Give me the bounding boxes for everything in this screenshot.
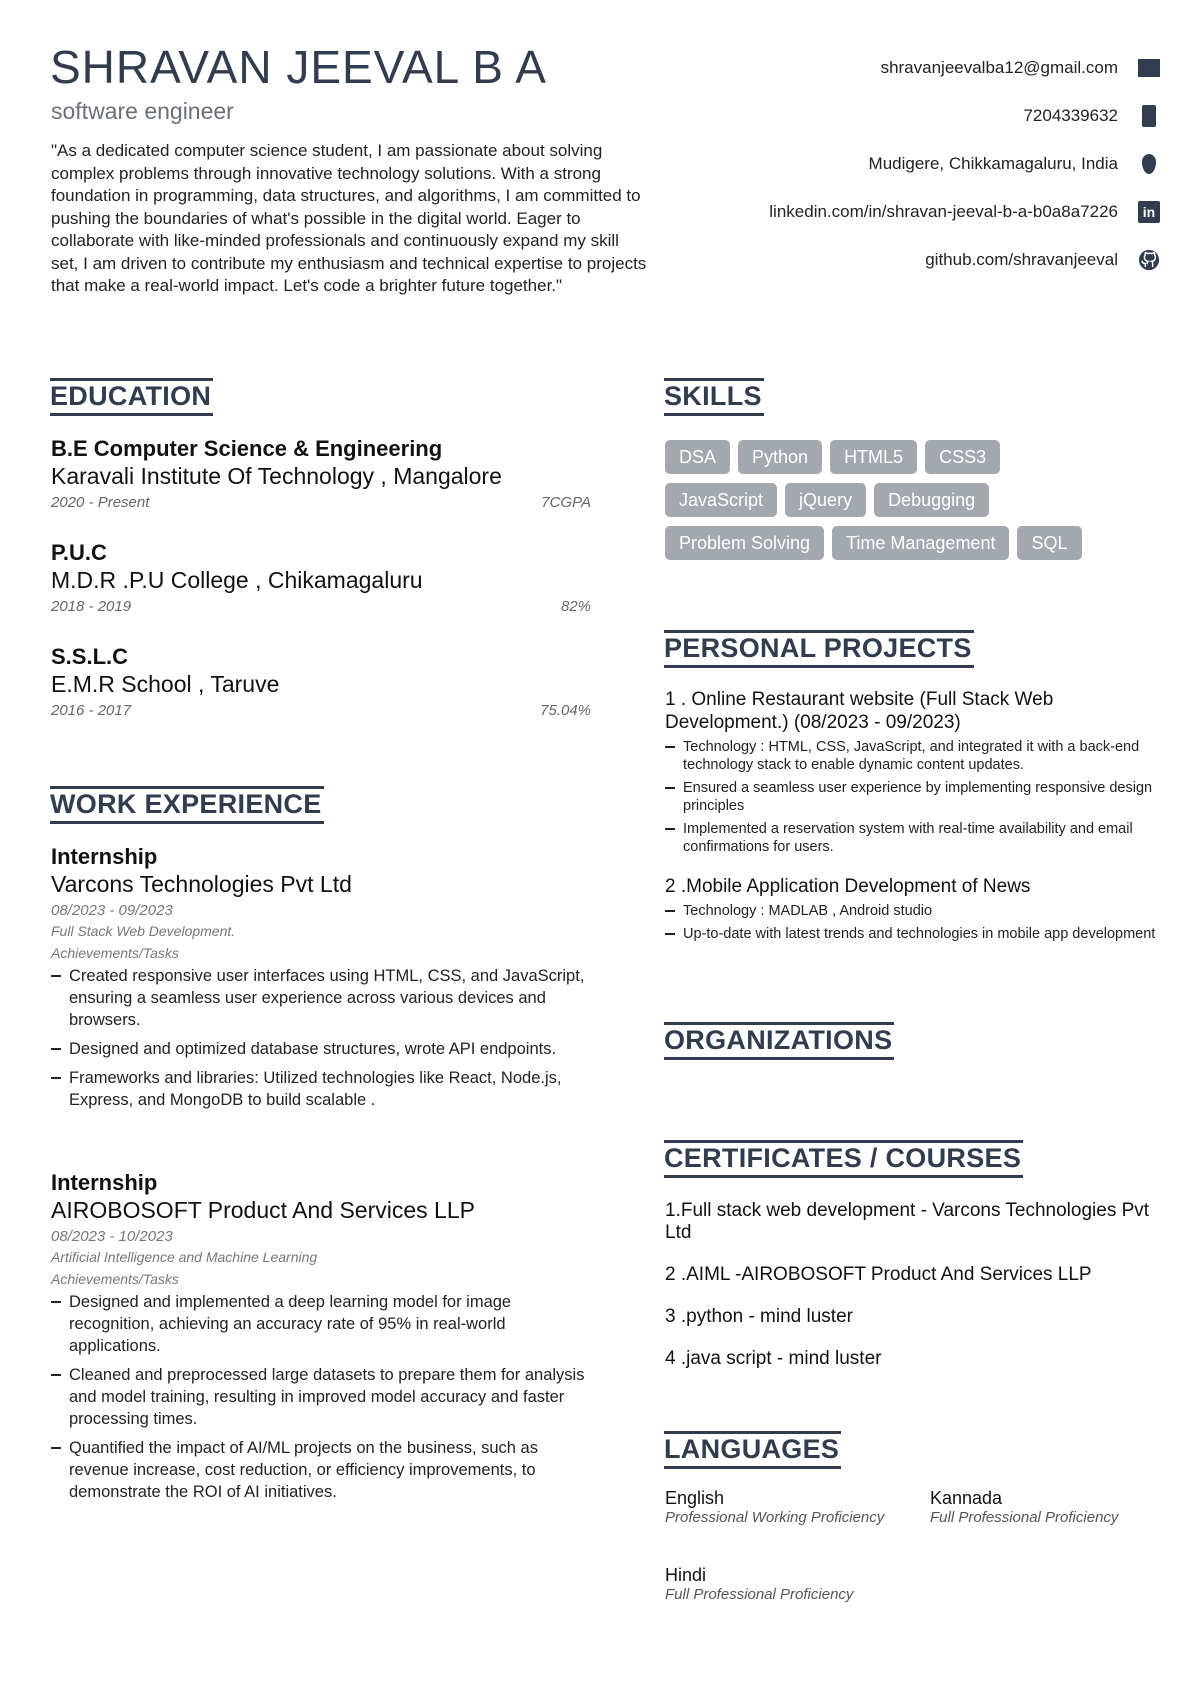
job-title: Internship xyxy=(51,1170,158,1195)
project-bullets xyxy=(665,902,1165,943)
list-item: Ensured a seamless user experience by implementing responsive design principles xyxy=(665,779,1165,815)
edu-score: 82% xyxy=(560,598,591,615)
work-heading: WORK EXPERIENCE xyxy=(50,786,324,824)
contact-phone[interactable] xyxy=(640,92,1160,140)
achievement-list xyxy=(51,965,596,1111)
email-icon xyxy=(1138,57,1160,79)
project-entry xyxy=(665,688,1165,861)
skill-tag: SQL xyxy=(1017,526,1081,560)
phone-icon xyxy=(1138,105,1160,127)
skill-tag: Debugging xyxy=(874,483,989,517)
achievement-list xyxy=(51,1291,596,1503)
edu-school: E.M.R School , Taruve xyxy=(51,671,280,697)
list-item: Technology : MADLAB , Android studio xyxy=(665,902,1165,920)
education-item xyxy=(51,540,591,615)
contact-email[interactable] xyxy=(640,44,1160,92)
edu-meta xyxy=(51,702,591,719)
language-name: Hindi xyxy=(665,1565,707,1585)
skill-tag: CSS3 xyxy=(925,440,1000,474)
location-pin-icon xyxy=(1138,153,1160,175)
certificates-heading: CERTIFICATES / COURSES xyxy=(664,1140,1023,1178)
contact-linkedin[interactable] xyxy=(640,188,1160,236)
list-item: Designed and optimized database structures, wrote API endpoints. xyxy=(51,1038,596,1060)
edu-score: 75.04% xyxy=(540,702,591,719)
location-text: Mudigere, Chikkamagaluru, India xyxy=(868,154,1118,173)
language-name: English xyxy=(665,1488,725,1508)
project-title: 1 . Online Restaurant website (Full Stack Web Development.) (08/2023 - 09/2023) xyxy=(665,689,1054,733)
certificate-item: 4 .java script - mind luster xyxy=(665,1348,882,1369)
project-title: 2 .Mobile Application Development of News xyxy=(665,876,1031,897)
language-name: Kannada xyxy=(930,1488,1003,1508)
edu-meta xyxy=(51,598,591,615)
job-entry xyxy=(51,1170,596,1510)
candidate-name: SHRAVAN JEEVAL B A xyxy=(50,41,547,93)
language-level: Professional Working Proficiency xyxy=(665,1509,885,1526)
certificate-item: 3 .python - mind luster xyxy=(665,1306,853,1327)
project-bullets xyxy=(665,738,1165,856)
skill-tag: Time Management xyxy=(832,526,1009,560)
linkedin-text: linkedin.com/in/shravan-jeeval-b-a-b0a8a7226 xyxy=(769,202,1118,221)
contact-github[interactable] xyxy=(640,236,1160,284)
job-description: Artificial Intelligence and Machine Learning xyxy=(51,1249,318,1265)
certificate-item: 1.Full stack web development - Varcons Technologies Pvt Ltd xyxy=(665,1200,1150,1243)
skill-tag: Problem Solving xyxy=(665,526,824,560)
skill-tag: DSA xyxy=(665,440,730,474)
contact-list xyxy=(640,44,1160,284)
list-item: Up-to-date with latest trends and technologies in mobile app development xyxy=(665,925,1165,943)
certificate-item: 2 .AIML -AIROBOSOFT Product And Services LLP xyxy=(665,1264,1092,1285)
list-item: Created responsive user interfaces using HTML, CSS, and JavaScript, ensuring a seamless user experience across various devices and browsers. xyxy=(51,965,596,1031)
language-item xyxy=(930,1487,1170,1527)
skill-tag: HTML5 xyxy=(830,440,917,474)
skill-tag: jQuery xyxy=(785,483,866,517)
list-item: Technology : HTML, CSS, JavaScript, and integrated it with a back-end technology stack to enable dynamic content updates. xyxy=(665,738,1165,774)
language-item xyxy=(665,1487,885,1527)
linkedin-icon-glyph: in xyxy=(1138,201,1160,223)
achievements-label: Achievements/Tasks xyxy=(51,1271,179,1287)
edu-score: 7CGPA xyxy=(541,494,591,511)
project-entry xyxy=(665,875,1165,948)
edu-school: M.D.R .P.U College , Chikamagaluru xyxy=(51,567,423,593)
github-icon xyxy=(1138,249,1160,271)
email-text: shravanjeevalba12@gmail.com xyxy=(880,58,1118,77)
education-heading: EDUCATION xyxy=(50,378,213,416)
list-item: Cleaned and preprocessed large datasets to prepare them for analysis and model training, resulting in improved model accuracy and faster processing times. xyxy=(51,1364,596,1430)
linkedin-icon xyxy=(1138,201,1160,223)
skills-heading: SKILLS xyxy=(664,378,764,416)
phone-text: 7204339632 xyxy=(1023,106,1118,125)
edu-school: Karavali Institute Of Technology , Mangalore xyxy=(51,463,502,489)
language-item xyxy=(665,1564,925,1604)
job-title: Internship xyxy=(51,844,158,869)
edu-meta xyxy=(51,494,591,511)
list-item: Designed and implemented a deep learning model for image recognition, achieving an accuracy rate of 95% in real-world applications. xyxy=(51,1291,596,1357)
job-tagline: software engineer xyxy=(51,98,234,124)
skills-list xyxy=(665,440,1165,569)
edu-degree: B.E Computer Science & Engineering xyxy=(51,436,443,461)
profile-summary: "As a dedicated computer science student, I am passionate about solving complex problems through innovative technology solutions. With a strong foundation in programming, data structures, and algorithms, I am committed to pushing the boundaries of what's possible in the digital world. Eager to collaborate with like-minded professionals and continuously expand my skill set, I am driven to contribute my enthusiasm and technical expertise to projects that make a real-world impact. Let's code a brighter future together." xyxy=(51,141,647,295)
list-item: Quantified the impact of AI/ML projects on the business, such as revenue increase, cost reduction, or efficiency improvements, to demonstrate the ROI of AI initiatives. xyxy=(51,1437,596,1503)
skill-tag: JavaScript xyxy=(665,483,777,517)
achievements-label: Achievements/Tasks xyxy=(51,945,179,961)
projects-heading: PERSONAL PROJECTS xyxy=(664,630,974,668)
education-item xyxy=(51,436,591,511)
edu-dates: 2020 - Present xyxy=(51,494,150,511)
skill-tag: Python xyxy=(738,440,822,474)
edu-dates: 2018 - 2019 xyxy=(51,598,132,615)
skill-row xyxy=(665,440,1165,474)
job-entry xyxy=(51,844,596,1118)
languages-heading: LANGUAGES xyxy=(664,1431,841,1469)
skill-row xyxy=(665,526,1165,560)
job-company: AIROBOSOFT Product And Services LLP xyxy=(51,1197,475,1223)
language-level: Full Professional Proficiency xyxy=(930,1509,1119,1526)
job-dates: 08/2023 - 10/2023 xyxy=(51,1228,173,1245)
edu-degree: S.S.L.C xyxy=(51,644,129,669)
contact-location xyxy=(640,140,1160,188)
list-item: Implemented a reservation system with real-time availability and email confirmations for users. xyxy=(665,820,1165,856)
job-description: Full Stack Web Development. xyxy=(51,923,236,939)
organizations-heading: ORGANIZATIONS xyxy=(664,1022,894,1060)
skill-row xyxy=(665,483,1165,517)
job-company: Varcons Technologies Pvt Ltd xyxy=(51,871,352,897)
github-text: github.com/shravanjeeval xyxy=(925,250,1118,269)
language-level: Full Professional Proficiency xyxy=(665,1586,854,1603)
list-item: Frameworks and libraries: Utilized technologies like React, Node.js, Express, and MongoDB to build scalable . xyxy=(51,1067,596,1111)
job-dates: 08/2023 - 09/2023 xyxy=(51,902,173,919)
edu-dates: 2016 - 2017 xyxy=(51,702,132,719)
education-item xyxy=(51,644,591,719)
edu-degree: P.U.C xyxy=(51,540,107,565)
